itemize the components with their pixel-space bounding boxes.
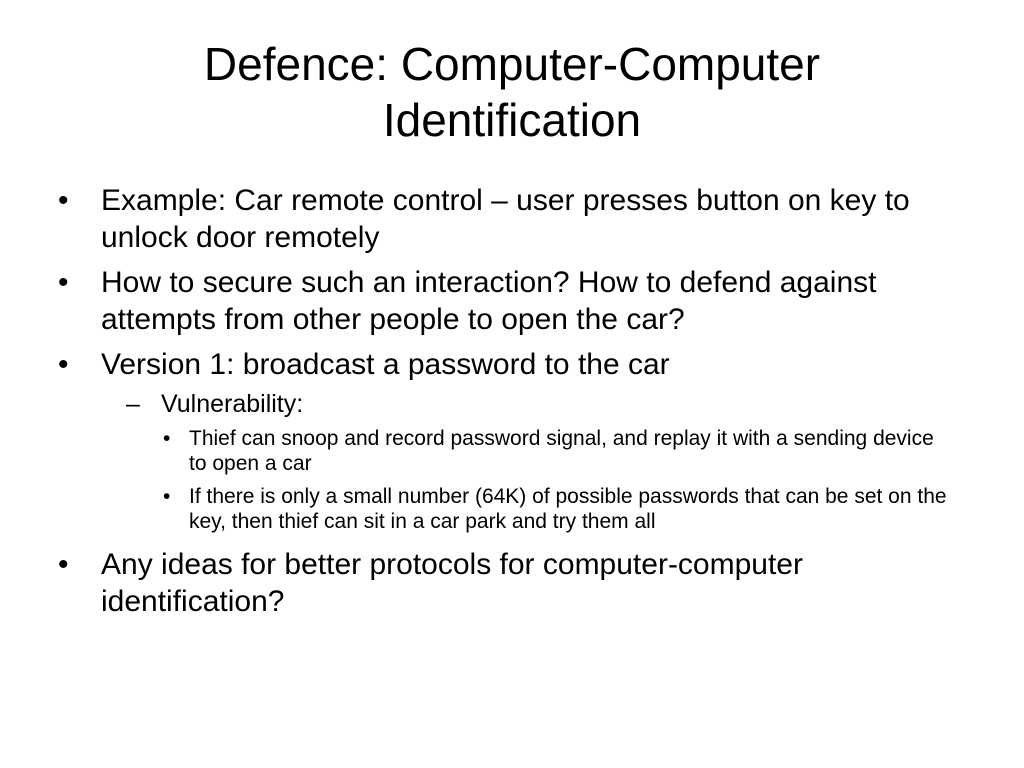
subsub-bullet-replay	[163, 426, 949, 476]
subsub-bullet-text: If there is only a small number (64K) of possible passwords that can be set on the key, then thief can sit in a car park and try them all	[189, 485, 947, 533]
bullet-mark: •	[58, 184, 69, 217]
bullet-secure-question	[58, 264, 958, 338]
subsub-bullet-bruteforce	[163, 484, 949, 534]
slide-title-line-2: Identification	[382, 94, 642, 146]
bullet-ideas	[58, 546, 958, 620]
bullet-text: Version 1: broadcast a password to the car	[101, 348, 670, 381]
slide-title	[60, 36, 964, 148]
bullet-mark: •	[163, 485, 171, 508]
bullet-text: How to secure such an interaction? How to defend against attempts from other people to open the car?	[101, 266, 877, 336]
bullet-text: Any ideas for better protocols for computer-computer identification?	[101, 548, 803, 618]
bullet-mark: •	[58, 348, 69, 381]
slide-title-line-1: Defence: Computer-Computer	[203, 38, 821, 90]
sub-bullet-text: Vulnerability:	[161, 390, 304, 418]
bullet-version-1	[58, 346, 958, 383]
sub-bullet-vulnerability	[126, 389, 958, 420]
bullet-mark: •	[58, 266, 69, 299]
slide-body	[58, 182, 958, 628]
subsub-bullet-text: Thief can snoop and record password signal, and replay it with a sending device to open a car	[189, 427, 934, 475]
bullet-mark: •	[163, 427, 171, 450]
bullet-example	[58, 182, 958, 256]
dash-mark: –	[126, 390, 140, 418]
bullet-mark: •	[58, 548, 69, 581]
bullet-text: Example: Car remote control – user presses button on key to unlock door remotely	[101, 184, 910, 254]
